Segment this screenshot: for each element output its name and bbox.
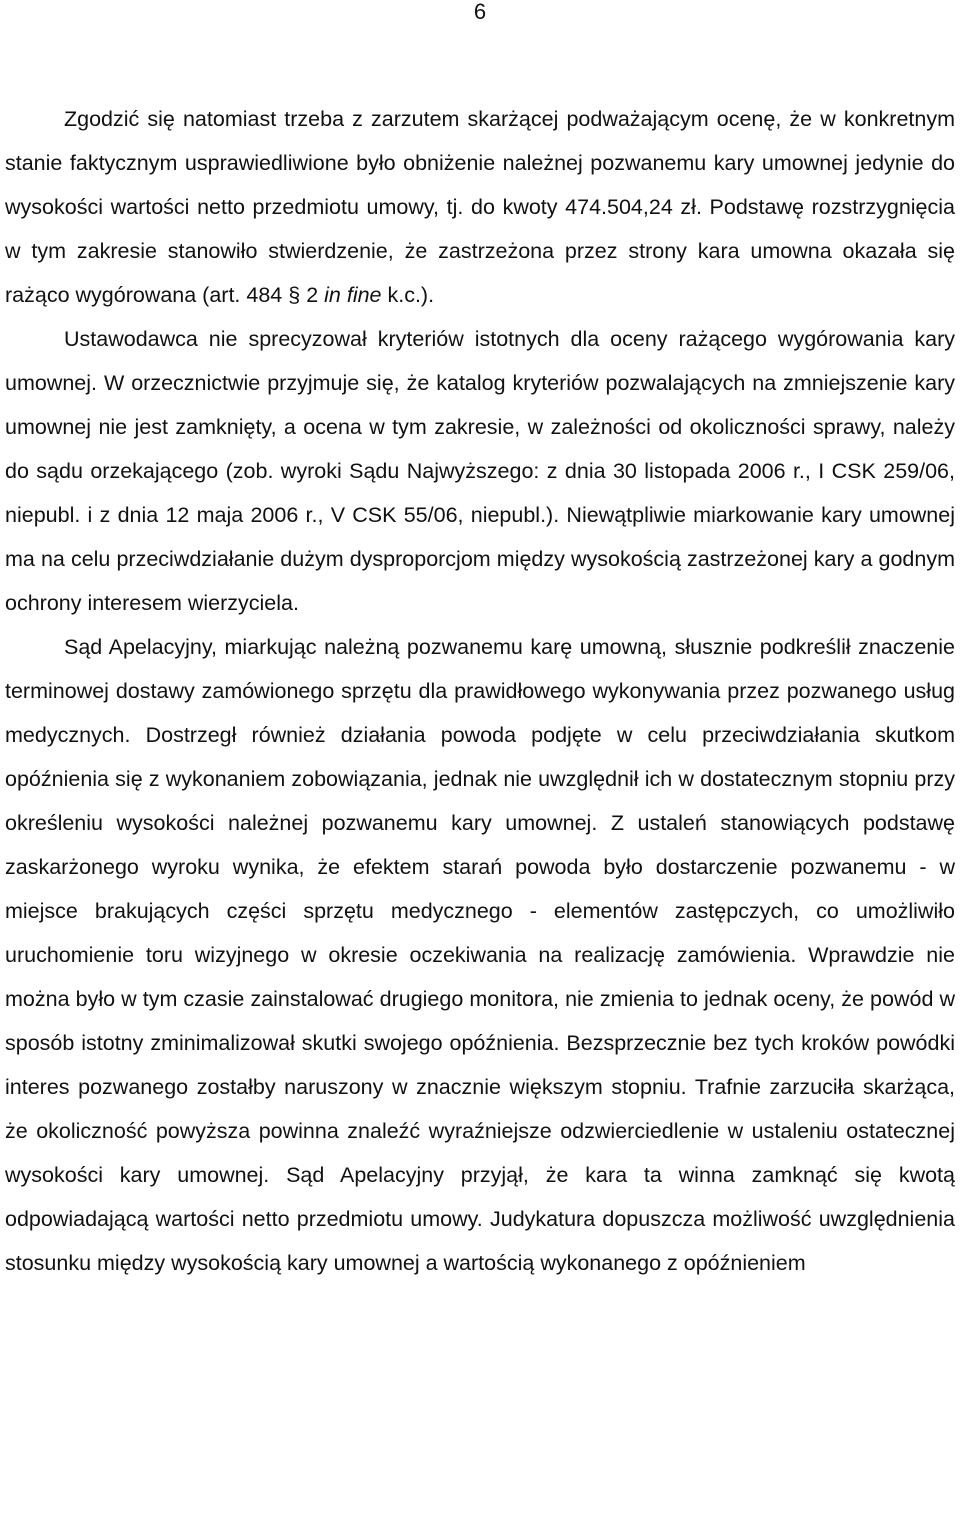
paragraph-2: Ustawodawca nie sprecyzował kryteriów istotnych dla oceny rażącego wygórowania kary umownej. W orzecznictwie przyjmuje się, że katalog kryteriów pozwalających na zmniejszenie kary umownej nie jest zamknięty, a ocena w tym zakresie, w zależności od okoliczności sprawy, należy do sądu orzekającego (zob. wyroki Sądu Najwyższego: z dnia 30 listopada 2006 r., I CSK 259/06, niepubl. i z dnia 12 maja 2006 r., V CSK 55/06, niepubl.). Niewątpliwie miarkowanie kary umownej ma na celu przeciwdziałanie dużym dysproporcjom między wysokością zastrzeżonej kary a godnym ochrony interesem wierzyciela. (5, 327, 955, 615)
paragraph-1-italic: in fine (324, 283, 382, 307)
document-body (5, 97, 955, 1285)
page-number: 6 (473, 0, 487, 24)
paragraph-1-section-number: 2 (306, 283, 319, 307)
paragraph-1-text: Zgodzić się natomiast trzeba z zarzutem skarżącej podważającym ocenę, że w konkretnym stanie faktycznym usprawiedliwione było obniżenie należnej pozwanemu kary umownej jedynie do wysokości wartości netto przedmiotu umowy, tj. do kwoty 474.504,24 zł. Podstawę rozstrzygnięcia w tym zakresie stanowiło stwierdzenie, że zastrzeżona przez strony kara umowna okazała się rażąco wygórowana (art. 484 (5, 107, 955, 307)
paragraph-3: Sąd Apelacyjny, miarkując należną pozwanemu karę umowną, słusznie podkreślił znaczenie terminowej dostawy zamówionego sprzętu dla prawidłowego wykonywania przez pozwanego usług medycznych. Dostrzegł również działania powoda podjęte w celu przeciwdziałania skutkom opóźnienia się z wykonaniem zobowiązania, jednak nie uwzględnił ich w dostatecznym stopniu przy określeniu wysokości należnej pozwanemu kary umownej. Z ustaleń stanowiących podstawę zaskarżonego wyroku wynika, że efektem starań powoda było dostarczenie pozwanemu - w miejsce brakujących części sprzętu medycznego - elementów zastępczych, co umożliwiło uruchomienie toru wizyjnego w okresie oczekiwania na realizację zamówienia. Wprawdzie nie można było w tym czasie zainstalować drugiego monitora, nie zmienia to jednak oceny, że powód w sposób istotny zminimalizował skutki swojego opóźnienia. Bezsprzecznie bez tych kroków powódki interes pozwanego zostałby naruszony w znacznie większym stopniu. Trafnie zarzuciła skarżąca, że okoliczność powyższa powinna znaleźć wyraźniejsze odzwierciedlenie w ustaleniu ostatecznej wysokości kary umownej. Sąd Apelacyjny przyjął, że kara ta winna zamknąć się kwotą odpowiadającą wartości netto przedmiotu umowy. Judykatura dopuszcza możliwość uwzględnienia stosunku między wysokością kary umownej a wartością wykonanego z opóźnieniem (5, 635, 955, 1275)
section-sign-icon: § (288, 283, 301, 307)
paragraph-1-tail: k.c.). (381, 283, 435, 307)
paragraph-1 (5, 97, 955, 317)
